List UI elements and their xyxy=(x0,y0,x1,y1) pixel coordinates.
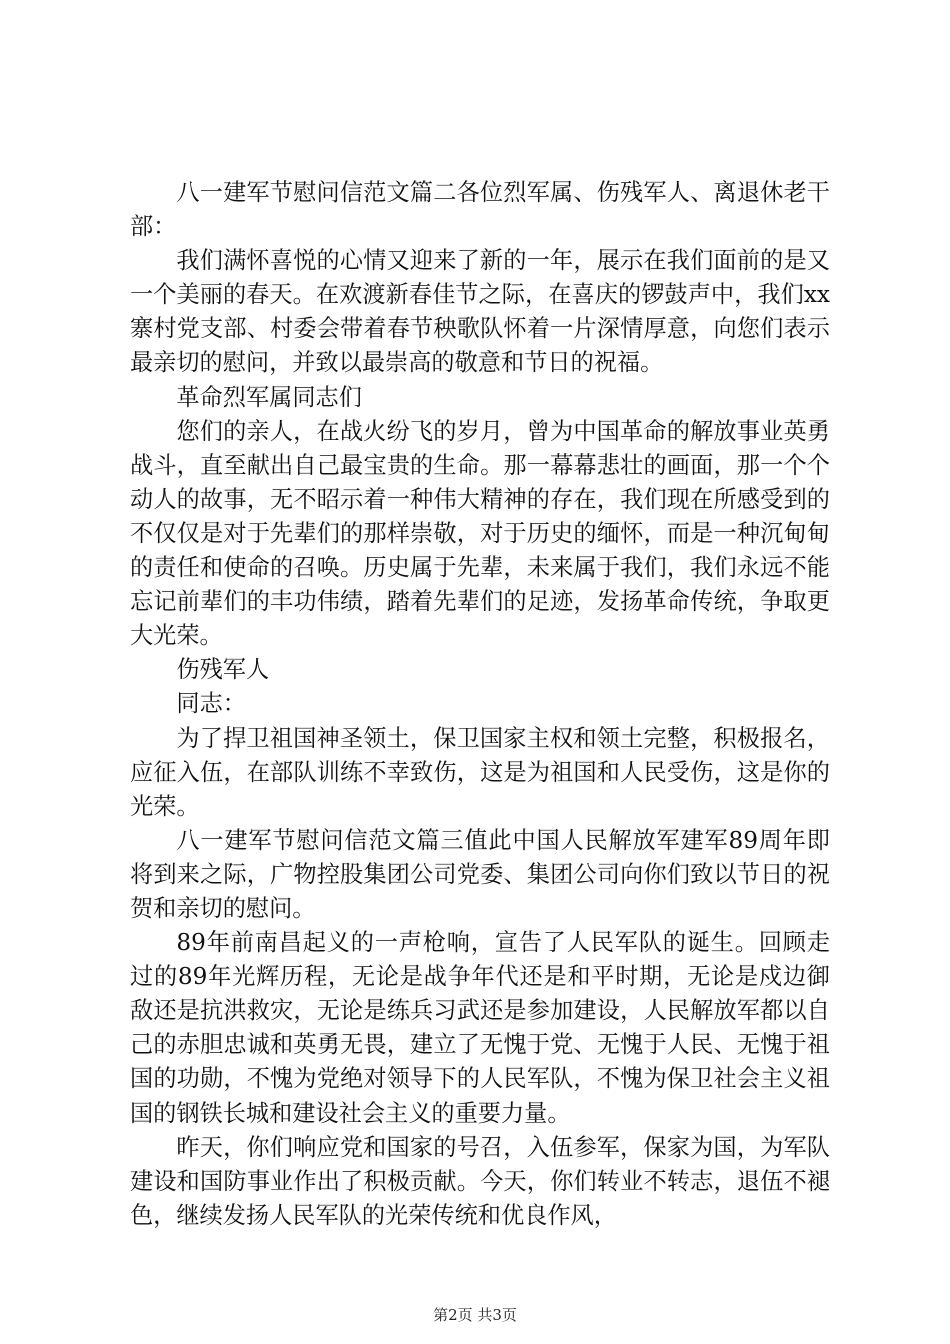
paragraph-disabled-soldiers-body: 为了捍卫祖国神圣领土，保卫国家主权和领土完整，积极报名，应征入伍，在部队训练不幸致伤，这是为祖国和人民受伤，这是你的光荣。 xyxy=(130,724,830,820)
paragraph-veterans-contribution: 昨天，你们响应党和国家的号召，入伍参军，保家为国，为军队建设和国防事业作出了积极贡献。今天，你们转业不转志，退伍不褪色，继续发扬人民军队的光荣传统和优良作风， xyxy=(130,1133,830,1229)
paragraph-comrades-salutation: 同志： xyxy=(176,690,246,718)
paragraph-heading-part3: 八一建军节慰问信范文篇三值此中国人民解放军建军89周年即将到来之际，广物控股集团公司党委、集团公司向你们致以节日的祝贺和亲切的慰问。 xyxy=(130,826,830,922)
paragraph-army-history: 89年前南昌起义的一声枪响，宣告了人民军队的诞生。回顾走过的89年光辉历程，无论是战争年代还是和平时期，无论是戍边御敌还是抗洪救灾，无论是练兵习武还是参加建设，人民解放军都以自己的赤胆忠诚和英勇无畏，建立了无愧于党、无愧于人民、无愧于祖国的功勋，不愧为党绝对领导下的人民军队，不愧为保卫社会主义祖国的钢铁长城和建设社会主义的重要力量。 xyxy=(130,929,830,1127)
document-body xyxy=(130,176,830,1233)
paragraph-heading-part2: 八一建军节慰问信范文篇二各位烈军属、伤残军人、离退休老干部： xyxy=(130,179,830,241)
paragraph-disabled-soldiers-salutation: 伤残军人 xyxy=(176,656,270,684)
paragraph-new-year-greeting: 我们满怀喜悦的心情又迎来了新的一年，展示在我们面前的是又一个美丽的春天。在欢渡新春佳节之际，在喜庆的锣鼓声中，我们xx寨村党支部、村委会带着春节秧歌队怀着一片深情厚意，向您们表示最亲切的慰问，并致以最崇高的敬意和节日的祝福。 xyxy=(130,247,830,377)
page-number-footer: 第2页 共3页 xyxy=(433,1306,517,1324)
paragraph-martyr-families-salutation: 革命烈军属同志们 xyxy=(176,383,362,411)
paragraph-martyr-families-body: 您们的亲人，在战火纷飞的岁月，曾为中国革命的解放事业英勇战斗，直至献出自己最宝贵的生命。那一幕幕悲壮的画面，那一个个动人的故事，无不昭示着一种伟大精神的存在，我们现在所感受到的不仅仅是对于先辈们的那样崇敬，对于历史的缅怀，而是一种沉甸甸的责任和使命的召唤。历史属于先辈，未来属于我们，我们永远不能忘记前辈们的丰功伟绩，踏着先辈们的足迹，发扬革命传统，争取更大光荣。 xyxy=(130,417,830,650)
